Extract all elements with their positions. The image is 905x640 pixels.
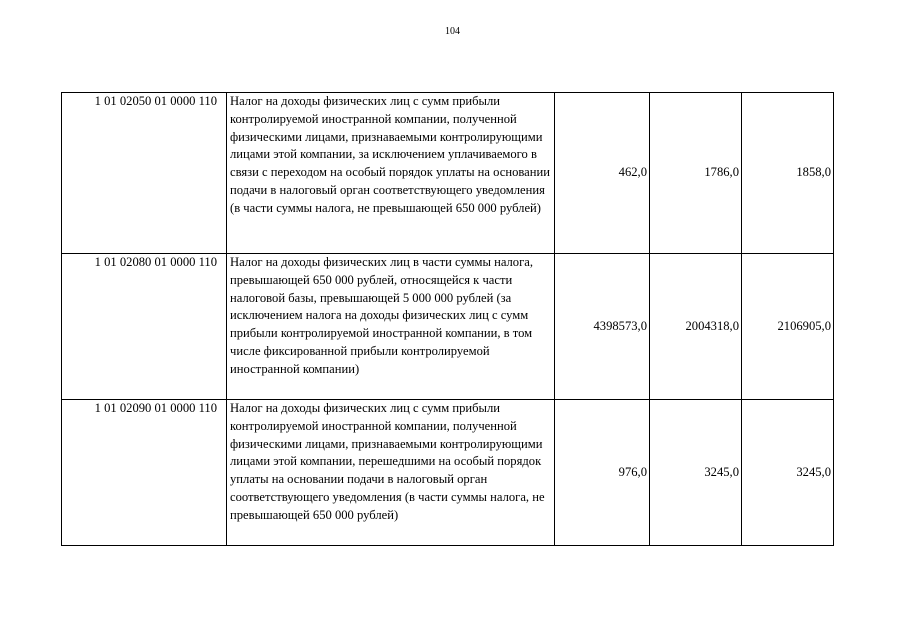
table-row bbox=[62, 254, 834, 400]
budget-code-cell: 1 01 02050 01 0000 110 bbox=[62, 93, 227, 254]
value-cell-2: 2004318,0 bbox=[650, 254, 742, 400]
value-cell-3: 2106905,0 bbox=[742, 254, 834, 400]
budget-code-cell: 1 01 02080 01 0000 110 bbox=[62, 254, 227, 400]
revenue-table bbox=[61, 92, 834, 546]
description-cell: Налог на доходы физических лиц в части суммы налога, превышающей 650 000 рублей, относящейся к части налоговой базы, превышающей 5 000 000 рублей (за исключением налога на доходы физических лиц с сумм прибыли контролируемой иностранной компании, в том числе фиксированной прибыли контролируемой иностранной компании) bbox=[227, 254, 555, 400]
budget-code-cell: 1 01 02090 01 0000 110 bbox=[62, 400, 227, 546]
value-cell-3: 1858,0 bbox=[742, 93, 834, 254]
table-row bbox=[62, 400, 834, 546]
value-cell-1: 4398573,0 bbox=[555, 254, 650, 400]
value-cell-1: 976,0 bbox=[555, 400, 650, 546]
description-cell: Налог на доходы физических лиц с сумм прибыли контролируемой иностранной компании, полученной физическими лицами, признаваемыми контролирующими лицами этой компании, за исключением уплачиваемого в связи с переходом на особый порядок уплаты на основании подачи в налоговый орган соответствующего уведомления (в части суммы налога, не превышающей 650 000 рублей) bbox=[227, 93, 555, 254]
table-row bbox=[62, 93, 834, 254]
value-cell-2: 1786,0 bbox=[650, 93, 742, 254]
value-cell-1: 462,0 bbox=[555, 93, 650, 254]
value-cell-3: 3245,0 bbox=[742, 400, 834, 546]
value-cell-2: 3245,0 bbox=[650, 400, 742, 546]
page-number: 104 bbox=[445, 26, 460, 37]
description-cell: Налог на доходы физических лиц с сумм прибыли контролируемой иностранной компании, полученной физическими лицами, признаваемыми контролирующими лицами этой компании, перешедшими на особый порядок уплаты на основании подачи в налоговый орган соответствующего уведомления (в части суммы налога, не превышающей 650 000 рублей) bbox=[227, 400, 555, 546]
